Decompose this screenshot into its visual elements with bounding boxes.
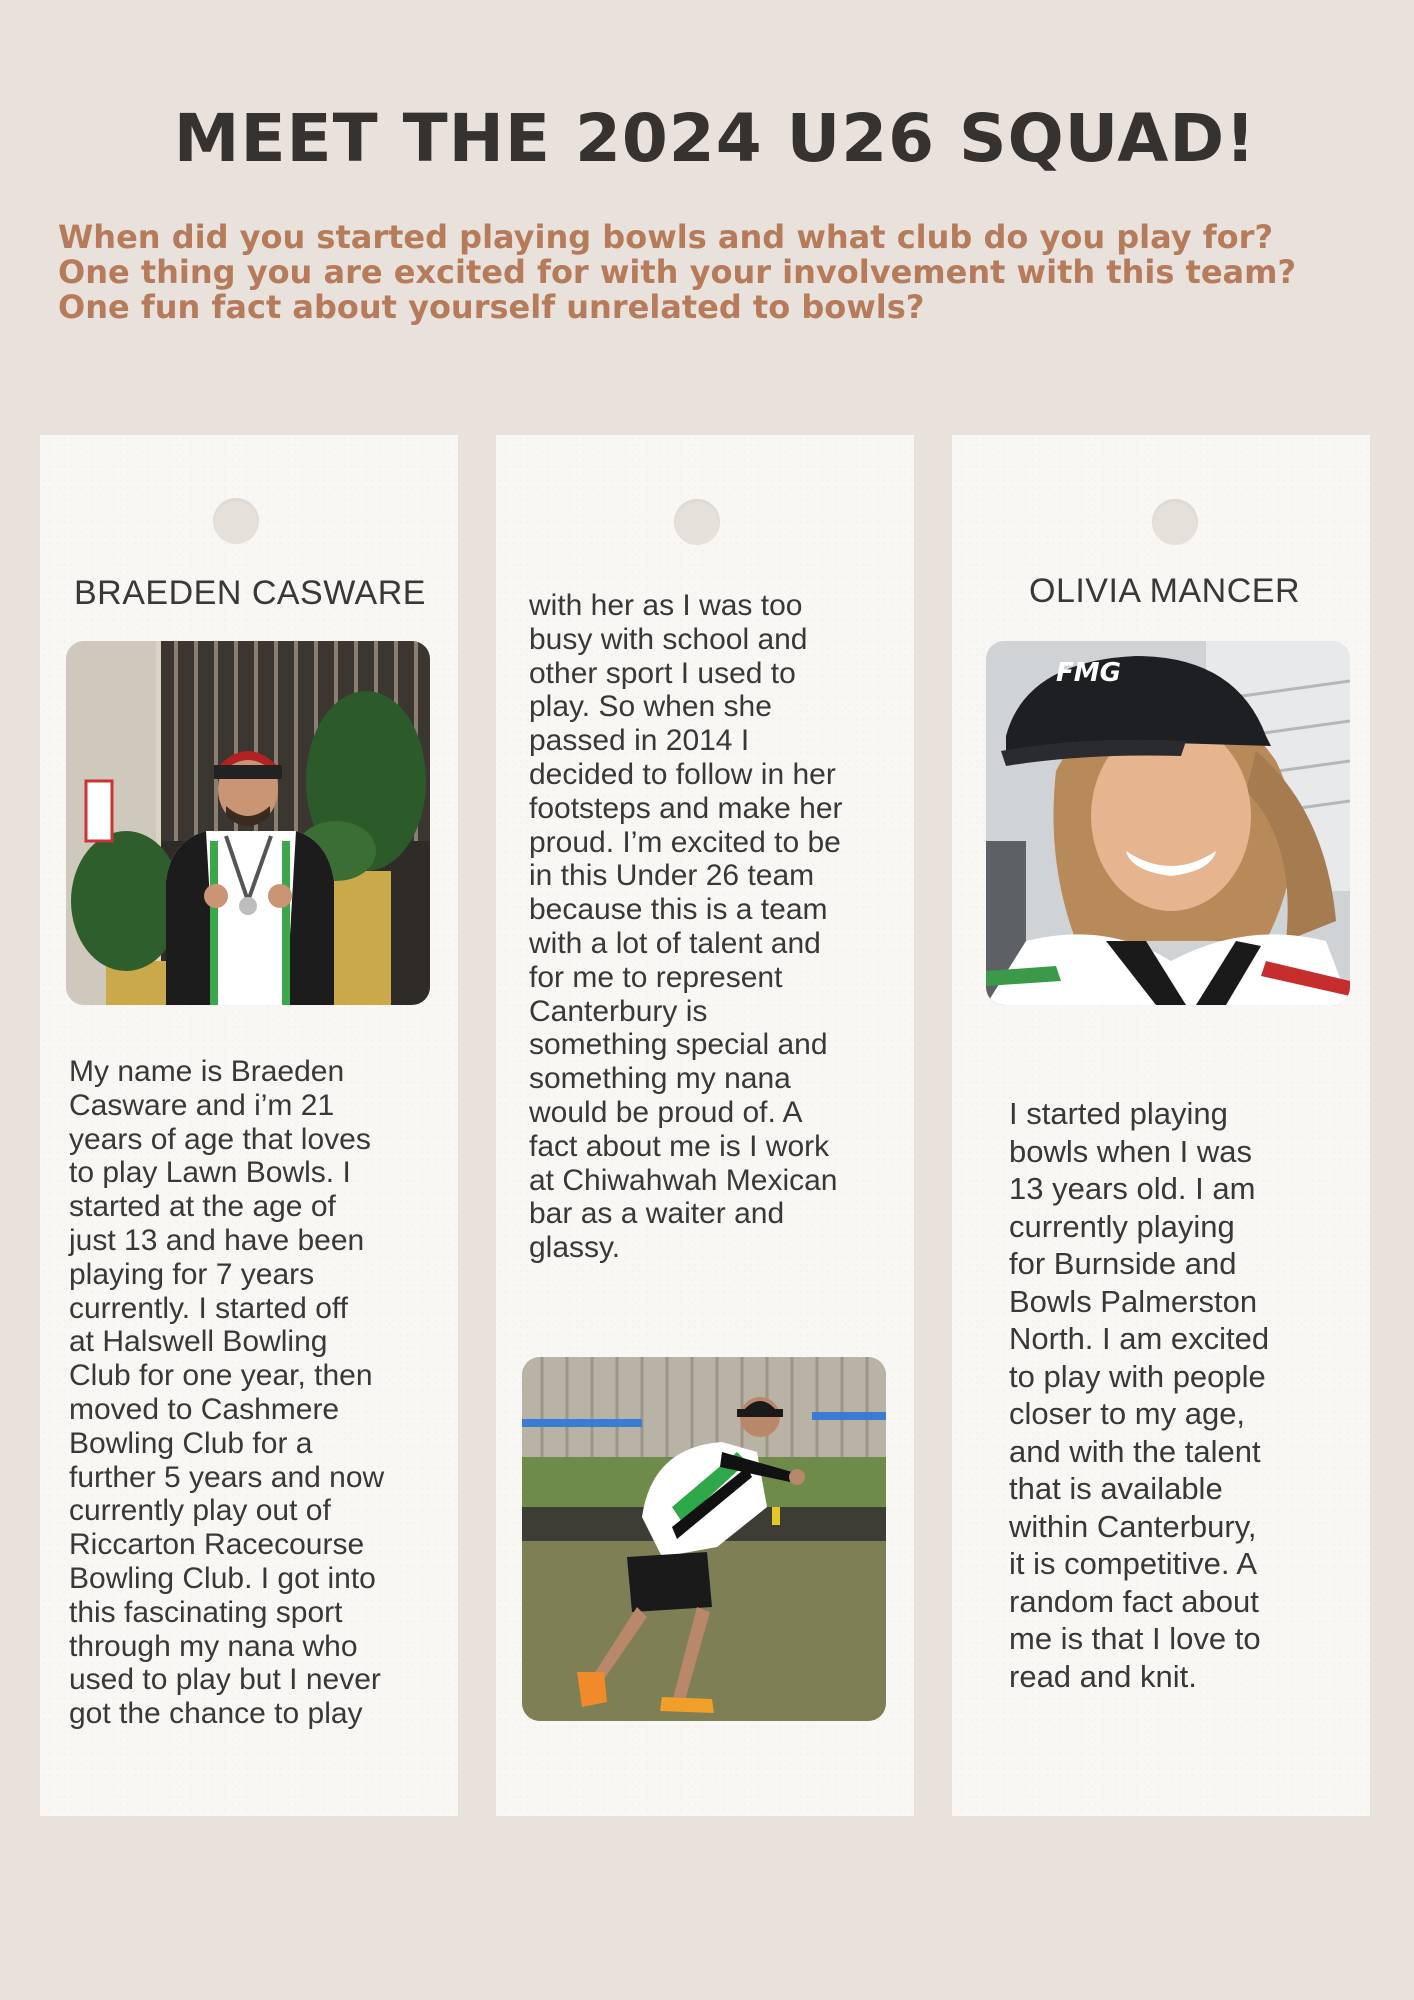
- bio-line: Casware and i’m 21: [69, 1088, 335, 1122]
- bio-line: with a lot of talent and: [529, 926, 821, 960]
- question-2: One thing you are excited for with your involvement with this team?: [58, 253, 1297, 291]
- bio-line: it is competitive. A: [1009, 1546, 1258, 1581]
- bio-line: play. So when she: [529, 690, 772, 724]
- bio-line: currently playing: [1009, 1208, 1235, 1244]
- bio-line: random fact about: [1009, 1583, 1259, 1619]
- bio-line: busy with school and: [529, 622, 808, 656]
- bio-line: currently play out of: [69, 1494, 331, 1528]
- page-title: MEET THE 2024 U26 SQUAD!: [173, 100, 1257, 177]
- bio-line: passed in 2014 I: [529, 724, 750, 758]
- bio-line: and with the talent: [1009, 1433, 1261, 1469]
- player-name: BRAEDEN CASWARE: [74, 574, 426, 612]
- bio-line: started at the age of: [69, 1190, 336, 1224]
- bio-line: this fascinating sport: [69, 1595, 343, 1629]
- bio-line: in this Under 26 team: [529, 859, 815, 893]
- bio-line: years of age that loves: [69, 1122, 371, 1156]
- bio-line: North. I am excited: [1009, 1321, 1270, 1356]
- bio-line: through my nana who: [69, 1629, 358, 1663]
- player-name: OLIVIA MANCER: [1029, 572, 1301, 610]
- player-bio: [69, 1055, 459, 1731]
- question-3: One fun fact about yourself unrelated to bowls?: [58, 288, 925, 326]
- bio-line: decided to follow in her: [529, 757, 836, 791]
- bio-line: Riccarton Racecourse: [69, 1528, 365, 1562]
- tag-hole: [1152, 499, 1198, 545]
- bio-line: because this is a team: [529, 893, 828, 927]
- bio-line: got the chance to play: [69, 1697, 363, 1731]
- bio-line: fact about me is I work: [529, 1129, 830, 1163]
- player-photo-braeden: [66, 641, 430, 1005]
- player-card-continued: [496, 435, 914, 1816]
- bio-line: moved to Cashmere: [69, 1392, 340, 1426]
- bio-line: with her as I was too: [529, 589, 803, 622]
- bio-line: My name is Braeden: [69, 1055, 345, 1088]
- bio-line: would be proud of. A: [529, 1095, 803, 1129]
- bio-line: Bowls Palmerston: [1009, 1283, 1258, 1319]
- question-1: When did you started playing bowls and what club do you play for?: [58, 218, 1273, 256]
- bio-line: to play Lawn Bowls. I: [69, 1156, 351, 1190]
- bio-line: bowls when I was: [1009, 1133, 1252, 1169]
- bio-line: bar as a waiter and: [529, 1197, 785, 1231]
- bio-line: at Chiwahwah Mexican: [529, 1163, 838, 1197]
- bio-line: read and knit.: [1009, 1658, 1197, 1694]
- player-card-braeden: [40, 435, 458, 1816]
- bio-line: for Burnside and: [1009, 1246, 1237, 1281]
- bio-line: used to play but I never: [69, 1663, 381, 1697]
- player-photo-olivia: [986, 641, 1350, 1005]
- bio-line: something my nana: [529, 1062, 791, 1096]
- player-card-olivia: [952, 435, 1370, 1816]
- bio-line: glassy.: [529, 1231, 621, 1265]
- bio-line: Bowling Club for a: [69, 1426, 313, 1460]
- tag-hole: [213, 498, 259, 544]
- bio-line: that is available: [1009, 1471, 1223, 1506]
- player-bowling-photo: [522, 1357, 886, 1721]
- bio-line: further 5 years and now: [69, 1460, 385, 1494]
- tag-hole: [674, 499, 720, 545]
- bio-line: closer to my age,: [1009, 1396, 1246, 1431]
- bio-line: footsteps and make her: [529, 791, 843, 825]
- bio-line: for me to represent: [529, 960, 783, 994]
- bio-line: Bowling Club. I got into: [69, 1561, 376, 1595]
- bio-line: within Canterbury,: [1009, 1508, 1257, 1544]
- bio-line: something special and: [529, 1028, 828, 1062]
- questions: [58, 220, 1398, 325]
- bio-line: just 13 and have been: [69, 1223, 365, 1257]
- bio-line: to play with people: [1009, 1358, 1266, 1394]
- bio-line: playing for 7 years: [69, 1257, 315, 1291]
- player-bio-continued: [529, 589, 904, 1265]
- bio-line: proud. I’m excited to be: [529, 825, 841, 859]
- cap-logo: FMG: [1056, 658, 1121, 688]
- bio-line: 13 years old. I am: [1009, 1171, 1256, 1206]
- bio-line: at Halswell Bowling: [69, 1325, 328, 1359]
- bio-line: I started playing: [1009, 1096, 1228, 1131]
- bio-line: Club for one year, then: [69, 1359, 373, 1393]
- bio-line: me is that I love to: [1009, 1621, 1261, 1656]
- bio-line: Canterbury is: [529, 994, 708, 1028]
- bio-line: currently. I started off: [69, 1291, 349, 1325]
- bio-line: other sport I used to: [529, 656, 796, 690]
- player-bio: [1009, 1095, 1339, 1695]
